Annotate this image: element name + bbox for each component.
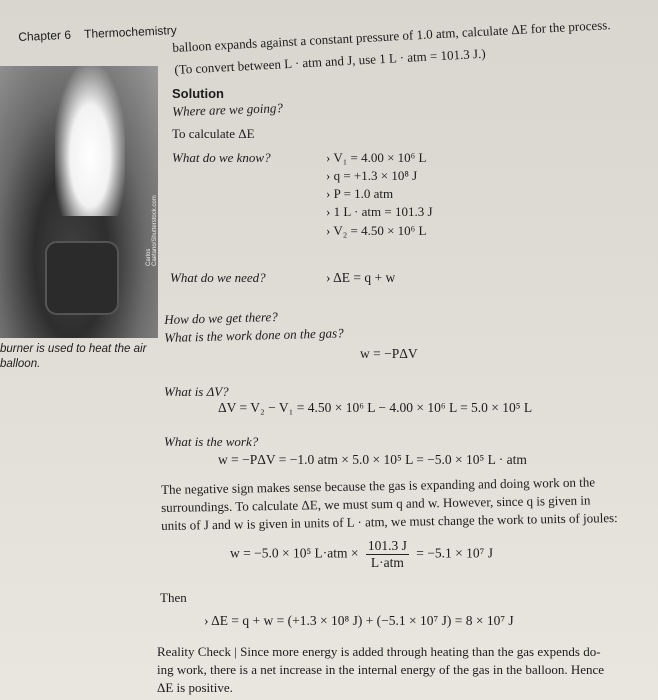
delta-v-question: What is ΔV? [164, 384, 229, 399]
conversion-right: = −5.1 × 10⁷ J [416, 545, 493, 561]
conversion-left: w = −5.0 × 10⁵ L·atm × [230, 545, 359, 561]
fraction-denominator: L·atm [370, 555, 404, 570]
chapter-number: Chapter 6 [18, 27, 72, 44]
fraction-numerator: 101.3 J [367, 538, 407, 553]
reality-check-line-2: ing work, there is a net increase in the internal energy of the gas in the balloon. Hence [157, 662, 605, 677]
caption-line-2: balloon. [0, 358, 41, 370]
what-need-label: What do we need? [170, 270, 266, 285]
balloon-basket [45, 241, 119, 315]
chapter-header [18, 23, 177, 44]
conversion-equation [230, 538, 493, 571]
explanation-line-3: units of J and w is given in units of L · atm, we must change the work to units of joules: [161, 510, 618, 533]
reality-check-line-1: Reality Check | Since more energy is added through heating than the gas expends do- [157, 644, 601, 659]
what-know-label: What do we know? [172, 150, 271, 165]
delta-v-equation: ΔV = V₂ − V₁ = 4.50 × 10⁶ L − 4.00 × 10⁶ L = 5.0 × 10⁵ L [218, 400, 533, 415]
problem-line-1: balloon expands against a constant pressure of 1.0 atm, calculate ΔE for the process. [172, 17, 611, 55]
work-equation-2: w = −PΔV = −1.0 atm × 5.0 × 10⁵ L = −5.0 × 10⁵ L · atm [218, 452, 527, 467]
conversion-fraction [366, 538, 409, 571]
known-item: › P = 1.0 atm [326, 186, 394, 201]
photo-credit: Carlos Caetano/Shutterstock.com [146, 195, 158, 266]
explanation-line-1: The negative sign makes sense because the gas is expanding and doing work on the [161, 474, 596, 497]
known-item: › 1 L · atm = 101.3 J [326, 204, 433, 219]
final-equation: › ΔE = q + w = (+1.3 × 10⁸ J) + (−5.1 × 10⁷ J) = 8 × 10⁷ J [204, 613, 514, 628]
where-going-label: Where are we going? [172, 100, 284, 119]
known-item: › q = +1.3 × 10⁸ J [326, 168, 418, 183]
caption-line-1: burner is used to heat the air [0, 343, 147, 355]
how-get-there-label: How do we get there? [164, 309, 278, 327]
work-equation: w = −PΔV [360, 346, 418, 361]
balloon-photo [0, 66, 158, 338]
work-question-2: What is the work? [164, 434, 259, 449]
chapter-title: Thermochemistry [83, 23, 177, 42]
solution-heading: Solution [172, 86, 224, 101]
work-question: What is the work done on the gas? [164, 325, 344, 345]
reality-check-line-3: ΔE is positive. [157, 680, 233, 695]
problem-line-2: (To convert between L · atm and J, use 1 L · atm = 101.3 J.) [174, 45, 486, 77]
known-item: › V₂ = 4.50 × 10⁶ L [326, 223, 427, 238]
known-item: › V₁ = 4.00 × 10⁶ L [326, 150, 427, 165]
then-label: Then [160, 590, 187, 605]
burner-flame [55, 66, 125, 216]
need-equation: › ΔE = q + w [326, 270, 396, 285]
explanation-line-2: surroundings. To calculate ΔE, we must sum q and w. However, since q is given in [161, 492, 591, 515]
to-calculate-text: To calculate ΔE [172, 126, 255, 141]
